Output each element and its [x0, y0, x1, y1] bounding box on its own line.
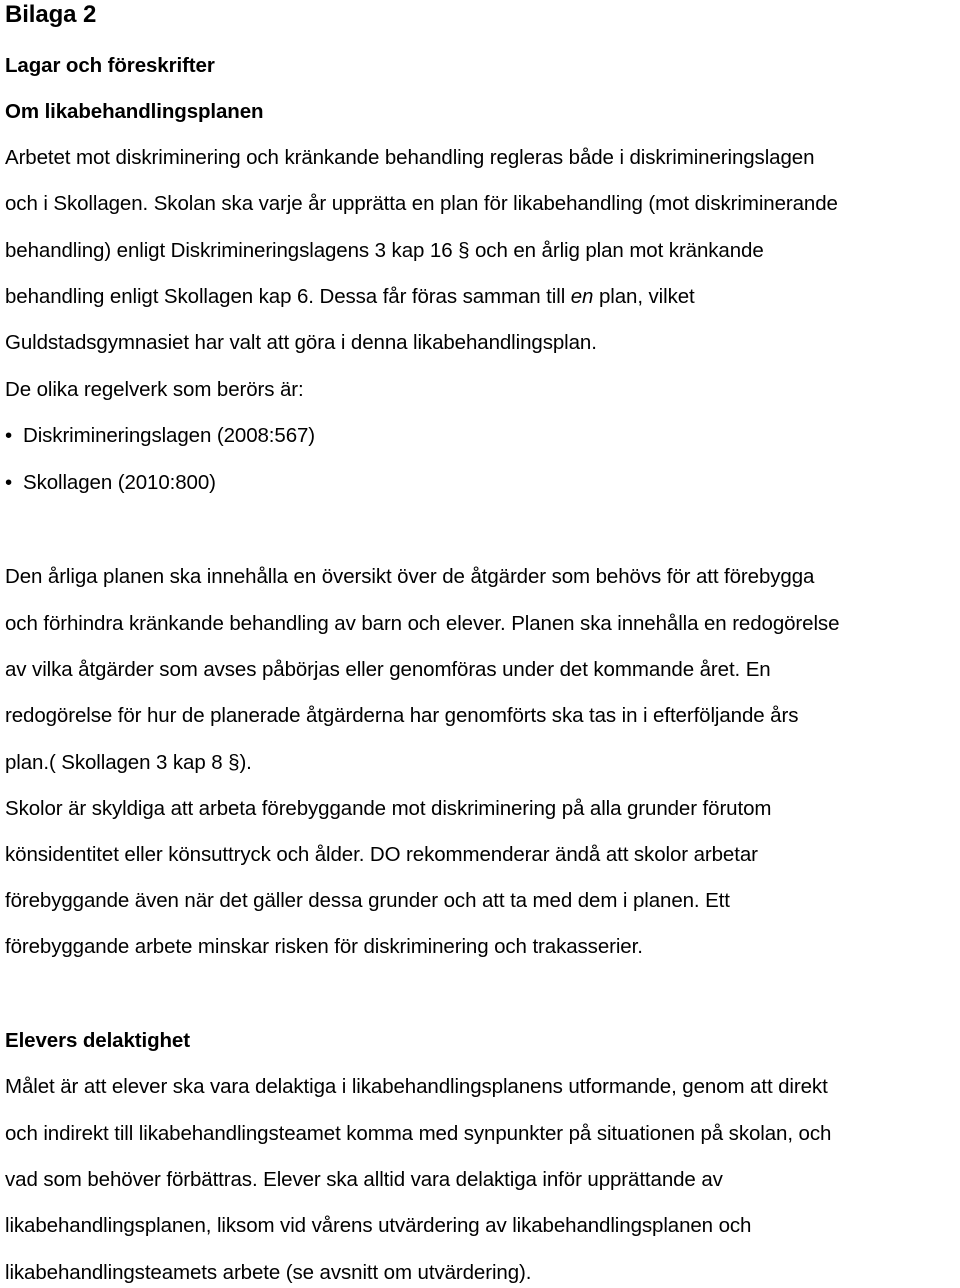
- intro-line: Guldstadsgymnasiet har valt att göra i denna likabehandlingsplan.: [5, 331, 597, 354]
- paragraph-line: plan.( Skollagen 3 kap 8 §).: [5, 751, 252, 774]
- paragraph-line: förebyggande även när det gäller dessa grunder och att ta med dem i planen. Ett: [5, 889, 730, 912]
- section-heading: Lagar och föreskrifter: [5, 54, 215, 77]
- elevers-heading: Elevers delaktighet: [5, 1029, 190, 1052]
- subheading: Om likabehandlingsplanen: [5, 100, 264, 123]
- paragraph-line: Den årliga planen ska innehålla en översikt över de åtgärder som behövs för att förebygga: [5, 565, 815, 588]
- bullet-item: [5, 422, 315, 450]
- intro-line: Arbetet mot diskriminering och kränkande behandling regleras både i diskrimineringslagen: [5, 146, 815, 169]
- bullet-icon: •: [5, 424, 13, 447]
- document-title: Bilaga 2: [5, 1, 97, 28]
- intro-line: och i Skollagen. Skolan ska varje år upprätta en plan för likabehandling (mot diskriminerande: [5, 192, 838, 215]
- paragraph-line: av vilka åtgärder som avses påbörjas eller genomföras under det kommande året. En: [5, 658, 771, 681]
- paragraph-line: Skolor är skyldiga att arbeta förebyggande mot diskriminering på alla grunder förutom: [5, 797, 772, 820]
- paragraph-line: och förhindra kränkande behandling av barn och elever. Planen ska innehålla en redogörelse: [5, 612, 840, 635]
- bullet-icon: •: [5, 471, 13, 494]
- paragraph-line: förebyggande arbete minskar risken för diskriminering och trakasserier.: [5, 935, 643, 958]
- paragraph-line: likabehandlingsplanen, liksom vid vårens utvärdering av likabehandlingsplanen och: [5, 1214, 752, 1237]
- intro-text: plan, vilket: [593, 285, 695, 308]
- intro-line: behandling) enligt Diskrimineringslagens 3 kap 16 § och en årlig plan mot kränkande: [5, 239, 764, 262]
- intro-line-mixed: [5, 283, 695, 311]
- paragraph-line: Målet är att elever ska vara delaktiga i likabehandlingsplanens utformande, genom att direkt: [5, 1075, 828, 1098]
- regelverk-intro: De olika regelverk som berörs är:: [5, 378, 304, 401]
- paragraph-line: och indirekt till likabehandlingsteamet komma med synpunkter på situationen på skolan, och: [5, 1122, 832, 1145]
- emphasized-word: en: [570, 285, 594, 308]
- bullet-text: Skollagen (2010:800): [23, 471, 216, 494]
- intro-text: behandling enligt Skollagen kap 6. Dessa får föras samman till: [5, 285, 571, 308]
- paragraph-line: vad som behöver förbättras. Elever ska alltid vara delaktiga inför upprättande av: [5, 1168, 723, 1191]
- paragraph-line: könsidentitet eller könsuttryck och ålder. DO rekommenderar ändå att skolor arbetar: [5, 843, 758, 866]
- paragraph-line: likabehandlingsteamets arbete (se avsnitt om utvärdering).: [5, 1261, 532, 1284]
- bullet-text: Diskrimineringslagen (2008:567): [23, 424, 316, 447]
- paragraph-line: redogörelse för hur de planerade åtgärderna har genomförts ska tas in i efterföljande års: [5, 704, 799, 727]
- bullet-item: [5, 469, 216, 497]
